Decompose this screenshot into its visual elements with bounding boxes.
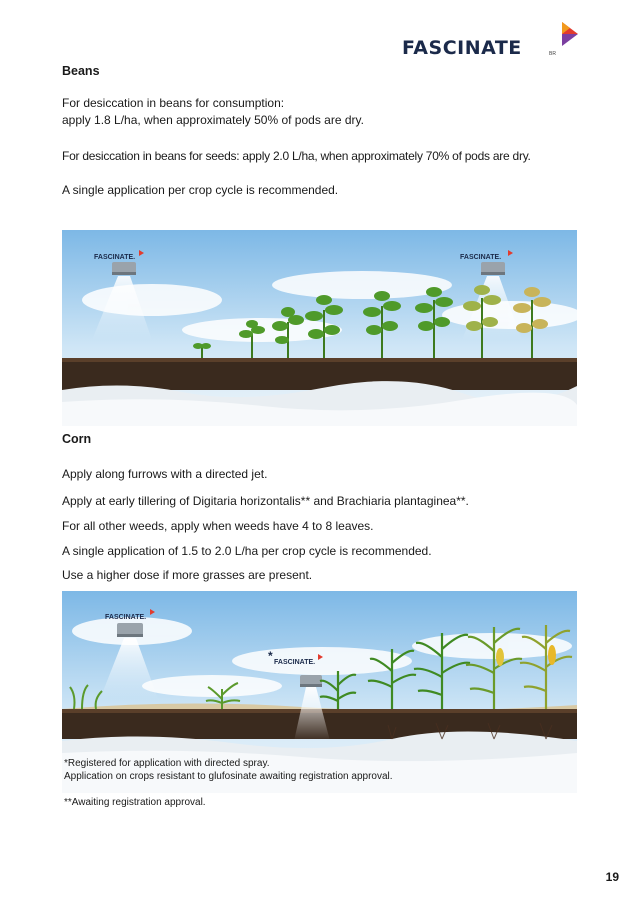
beans-heading: Beans	[62, 64, 100, 78]
corn-line-3: For all other weeds, apply when weeds have 4 to 8 leaves.	[62, 519, 374, 533]
beans-sprayer-left-label: FASCINATE.	[94, 254, 136, 261]
beans-sprayer-right-label: FASCINATE.	[460, 254, 502, 261]
logo-mark-icon	[558, 20, 582, 48]
brand-logo	[402, 20, 582, 60]
footnote-directed-spray: *Registered for application with directed spray.	[64, 758, 270, 769]
logo-wordmark: FASCINATE	[402, 37, 522, 59]
corn-line-2: Apply at early tillering of Digitaria horizontalis** and Brachiaria plantaginea**.	[62, 494, 469, 508]
page-number: 19	[605, 870, 619, 884]
corn-heading: Corn	[62, 432, 92, 446]
beans-paragraph-2: For desiccation in beans for seeds: apply 2.0 L/ha, when approximately 70% of pods are dry.	[62, 149, 531, 163]
corn-line-4: A single application of 1.5 to 2.0 L/ha per crop cycle is recommended.	[62, 544, 432, 558]
corn-asterisk: *	[268, 649, 273, 663]
beans-illustration	[62, 230, 577, 426]
corn-sprayer-mid-label: FASCINATE.	[274, 659, 316, 666]
beans-paragraph-1-line-1: For desiccation in beans for consumption:	[62, 96, 285, 110]
footnote-resistant-crops: Application on crops resistant to glufosinate awaiting registration approval.	[64, 771, 393, 782]
beans-paragraph-3: A single application per crop cycle is recommended.	[62, 183, 339, 197]
beans-paragraph-1-line-2: apply 1.8 L/ha, when approximately 50% of pods are dry.	[62, 113, 364, 127]
footnote-awaiting-registration: **Awaiting registration approval.	[64, 797, 206, 808]
corn-sprayer-left-label: FASCINATE.	[105, 614, 147, 621]
corn-line-5: Use a higher dose if more grasses are present.	[62, 568, 313, 582]
logo-superscript: BR	[549, 51, 556, 57]
corn-illustration	[62, 591, 577, 793]
corn-line-1: Apply along furrows with a directed jet.	[62, 467, 268, 481]
